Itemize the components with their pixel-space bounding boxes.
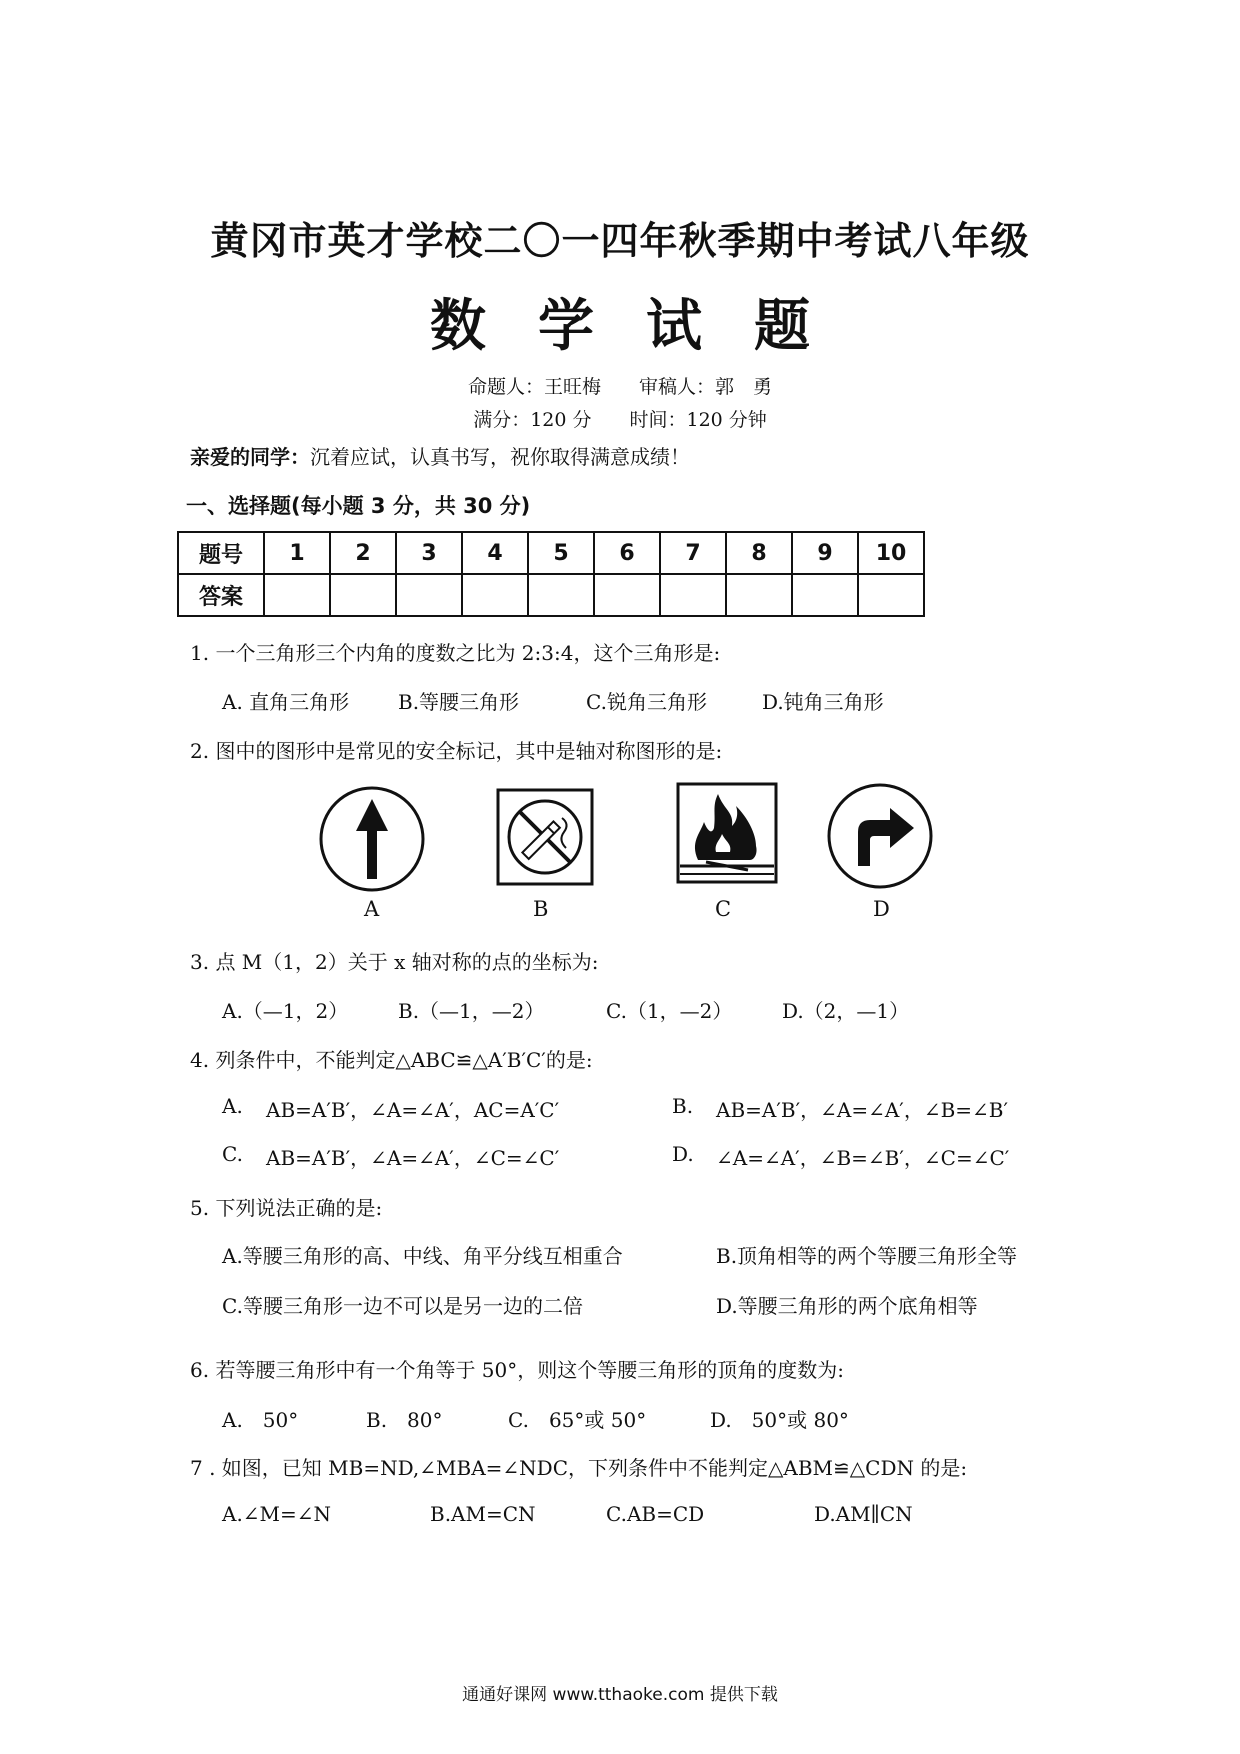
q7-option-a: A.∠M=∠N: [222, 1502, 332, 1526]
answer-cell[interactable]: [726, 574, 792, 616]
q5-option-a: A.等腰三角形的高、中线、角平分线互相重合: [222, 1244, 623, 1268]
authors-line: 命题人：王旺梅 审稿人：郭 勇: [467, 376, 772, 398]
q6-option-b: B. 80°: [366, 1408, 443, 1432]
question-2-stem: 2. 图中的图形中是常见的安全标记，其中是轴对称图形的是:: [190, 739, 723, 763]
q1-option-d: D.钝角三角形: [762, 690, 884, 714]
answer-cell[interactable]: [594, 574, 660, 616]
question-1-stem: 1. 一个三角形三个内角的度数之比为 2:3:4，这个三角形是:: [190, 641, 721, 665]
q1-option-c: C.锐角三角形: [586, 690, 707, 714]
answer-cell[interactable]: [792, 574, 858, 616]
subject-title: 数学试题: [430, 294, 862, 359]
q6-option-a: A. 50°: [222, 1408, 299, 1432]
answer-cell[interactable]: [330, 574, 396, 616]
answer-cell[interactable]: [462, 574, 528, 616]
table-row-head-answer: 答案: [178, 574, 264, 616]
question-number-cell: 8: [726, 532, 792, 574]
q4-option-c: AB=A′B′，∠A=∠A′，∠C=∠C′: [266, 1146, 560, 1170]
greeting-text: 沉着应试，认真书写，祝你取得满意成绩！: [310, 445, 690, 469]
answer-cell[interactable]: [396, 574, 462, 616]
answer-cell[interactable]: [858, 574, 924, 616]
q7-option-d: D.AM∥CN: [814, 1502, 913, 1526]
q3-option-b: B.（—1，—2）: [398, 999, 545, 1023]
q4-option-a-label: A.: [222, 1094, 243, 1118]
table-row-head-number: 题号: [178, 532, 264, 574]
answer-table: [177, 531, 925, 617]
q7-option-b: B.AM=CN: [430, 1502, 536, 1526]
q3-option-a: A.（—1，2）: [222, 999, 349, 1023]
question-number-cell: 7: [660, 532, 726, 574]
q5-option-c: C.等腰三角形一边不可以是另一边的二倍: [222, 1294, 583, 1318]
q4-option-a: AB=A′B′，∠A=∠A′，AC=A′C′: [266, 1098, 560, 1122]
greeting: [190, 441, 690, 470]
q7-option-c: C.AB=CD: [606, 1502, 705, 1526]
q4-option-d-label: D.: [672, 1142, 694, 1166]
question-number-cell: 3: [396, 532, 462, 574]
q4-option-b: AB=A′B′，∠A=∠A′，∠B=∠B′: [716, 1098, 1009, 1122]
question-4-stem: 4. 列条件中，不能判定△ABC≌△A′B′C′的是:: [190, 1048, 593, 1072]
answer-table-number-row: [178, 532, 924, 574]
section-title: 一、选择题(每小题 3 分，共 30 分): [186, 494, 531, 518]
answer-cell[interactable]: [264, 574, 330, 616]
q5-option-b: B.顶角相等的两个等腰三角形全等: [716, 1244, 1018, 1268]
up-arrow-sign-icon: [318, 785, 426, 893]
q4-option-c-label: C.: [222, 1142, 243, 1166]
footer-source: 通通好课网 www.tthaoke.com 提供下载: [462, 1685, 778, 1705]
q1-option-b: B.等腰三角形: [398, 690, 520, 714]
school-title: 黄冈市英才学校二〇一四年秋季期中考试八年级: [210, 219, 1030, 263]
q6-option-c: C. 65°或 50°: [508, 1408, 647, 1432]
greeting-label: 亲爱的同学：: [190, 445, 310, 469]
score-time-line: 满分：120 分 时间：120 分钟: [473, 409, 767, 431]
q4-option-b-label: B.: [672, 1094, 694, 1118]
sign-label-b: B: [533, 897, 549, 921]
q1-option-a: A. 直角三角形: [222, 690, 350, 714]
answer-cell[interactable]: [660, 574, 726, 616]
question-5-stem: 5. 下列说法正确的是:: [190, 1196, 383, 1220]
sign-label-a: A: [364, 897, 380, 921]
question-number-cell: 1: [264, 532, 330, 574]
question-3-stem: 3. 点 M（1，2）关于 x 轴对称的点的坐标为:: [190, 950, 599, 974]
answer-cell[interactable]: [528, 574, 594, 616]
fire-hazard-sign-icon: [676, 782, 778, 884]
question-number-cell: 2: [330, 532, 396, 574]
no-smoking-sign-icon: [496, 788, 594, 886]
sign-label-c: C: [715, 897, 732, 921]
q3-option-d: D.（2，—1）: [782, 999, 910, 1023]
q4-option-d: ∠A=∠A′，∠B=∠B′，∠C=∠C′: [716, 1146, 1010, 1170]
q3-option-c: C.（1，—2）: [606, 999, 733, 1023]
question-6-stem: 6. 若等腰三角形中有一个角等于 50°，则这个等腰三角形的顶角的度数为:: [190, 1358, 844, 1382]
question-number-cell: 9: [792, 532, 858, 574]
turn-right-sign-icon: [826, 782, 934, 890]
question-number-cell: 6: [594, 532, 660, 574]
sign-label-d: D: [873, 897, 890, 921]
question-number-cell: 5: [528, 532, 594, 574]
q5-option-d: D.等腰三角形的两个底角相等: [716, 1294, 978, 1318]
question-number-cell: 10: [858, 532, 924, 574]
q6-option-d: D. 50°或 80°: [710, 1408, 849, 1432]
question-7-stem: 7 . 如图，已知 MB=ND,∠MBA=∠NDC，下列条件中不能判定△ABM≌△CDN 的是:: [190, 1456, 968, 1480]
answer-table-answer-row: [178, 574, 924, 616]
question-number-cell: 4: [462, 532, 528, 574]
